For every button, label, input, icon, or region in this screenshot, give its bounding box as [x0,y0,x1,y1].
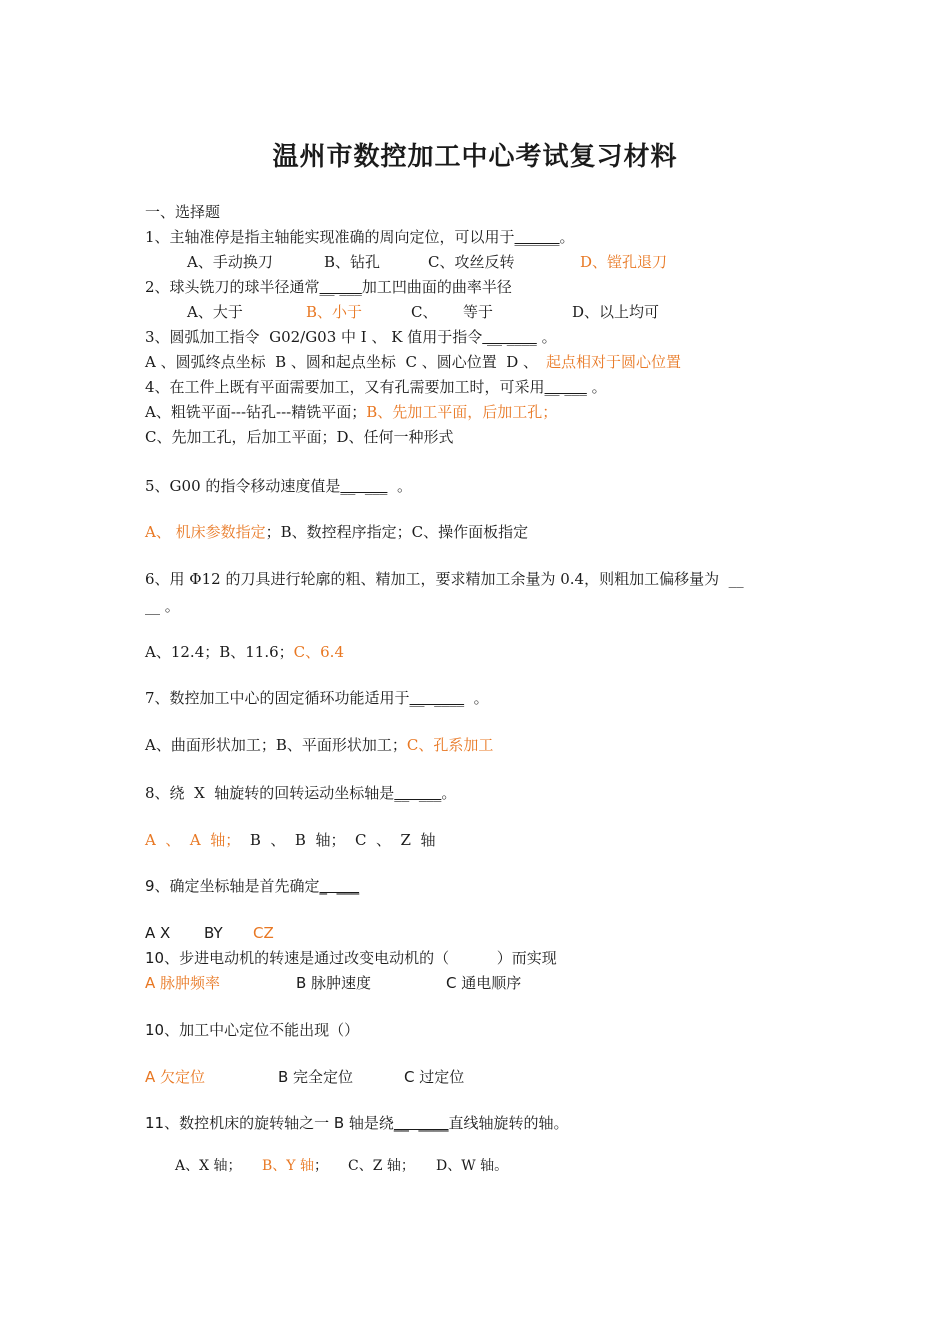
question-6: 6、用 Φ12 的刀具进行轮廓的粗、精加工，要求精加工余量为 0.4，则粗加工偏移量为 __ [145,570,744,588]
question-text: 2、球头铣刀的球半径通常 [145,278,320,296]
q9-option-b: BY [204,924,223,942]
question-end: 。 [586,378,607,396]
answer-blank: __ ____ [482,328,537,346]
q5-answer: A、 机床参数指定 [145,523,266,541]
question-4 [145,377,607,397]
q1-option-b: B、钻孔 [324,253,381,271]
question-text: 8、绕 X 轴旋转的回转运动坐标轴是 [145,784,395,802]
question-end: 。 [441,784,457,802]
question-7 [145,688,489,708]
q10a-answer: A 脉肿频率 [145,974,221,992]
q11-answer-line [262,1156,328,1176]
section-heading: 一、选择题 [145,203,221,221]
answer-blank: __ ____ [409,689,465,707]
q2-answer: B、小于 [306,303,363,321]
options-text: A、12.4；B、11.6； [145,643,294,661]
q2-option-a: A、大于 [187,303,243,321]
q2-option-c-text: 等于 [463,303,494,321]
q4-options-line-2: C、先加工孔，后加工平面；D、任何一种形式 [145,428,454,446]
q8-answer: A 、 A 轴； [145,831,241,849]
q11-answer: B、Y 轴 [262,1158,314,1174]
question-text: 1、主轴准停是指主轴能实现准确的周向定位，可以用于 [145,228,515,246]
answer-blank: __ ___ [340,477,388,495]
q2-option-d: D、以上均可 [572,303,660,321]
q1-option-a: A、手动换刀 [187,253,273,271]
q7-options [145,735,493,755]
question-5 [145,476,412,496]
question-11 [145,1113,568,1133]
question-text: 9、确定坐标轴是首先确定 [145,877,320,895]
q6-options [145,642,344,662]
question-end: 加工凹曲面的曲率半径 [361,278,512,296]
q11-option-a: A、X 轴； [175,1158,242,1174]
q6-answer: C、6.4 [293,643,344,661]
question-10a: 10、步进电动机的转速是通过改变电动机的（ ）而实现 [145,949,557,967]
options-text: ；B、数控程序指定；C、操作面板指定 [265,523,529,541]
question-3 [145,327,557,347]
options-text: A、粗铣平面---钻孔---精铣平面； [145,403,367,421]
question-10b: 10、加工中心定位不能出现（） [145,1021,360,1039]
q11-option-d: D、W 轴。 [436,1158,509,1174]
q1-answer: D、镗孔退刀 [580,253,668,271]
answer-blank: ______ [514,228,560,246]
question-end: 。 [387,477,412,495]
question-end: 。 [536,328,557,346]
q8-options [145,830,436,850]
q9-option-a: A X [145,924,171,942]
question-text: 3、圆弧加工指令 G02/G03 中 I 、 K 值用于指令 [145,328,483,346]
q5-options [145,522,528,542]
document-title: 温州市数控加工中心考试复习材料 [272,142,678,172]
q7-answer: C、孔系加工 [406,736,494,754]
q4-options-line-1 [145,402,557,422]
question-6-line-2: __ 。 [145,597,180,615]
options-text: B 、 B 轴； C 、 Z 轴 [240,831,436,849]
q10b-option-b: B 完全定位 [278,1068,354,1086]
question-9 [145,876,359,896]
options-text: A、曲面形状加工；B、平面形状加工； [145,736,407,754]
q3-options [145,352,681,372]
question-1 [145,227,575,247]
q1-option-c: C、攻丝反转 [428,253,515,271]
q10b-answer: A 欠定位 [145,1068,206,1086]
q11-option-c: C、Z 轴； [348,1158,415,1174]
answer-blank: __ ___ [544,378,587,396]
options-text: A 、圆弧终点坐标 B 、圆和起点坐标 C 、圆心位置 D 、 [145,353,539,371]
q4-answer: B、先加工平面，后加工孔； [366,403,558,421]
answer-blank: __ ____ [393,1114,449,1132]
question-text: 5、G00 的指令移动速度值是 [145,477,341,495]
question-text: 7、数控加工中心的固定循环功能适用于 [145,689,410,707]
q2-option-c: C、 [411,303,438,321]
q10b-option-c: C 过定位 [404,1068,465,1086]
answer-blank: __ ___ [319,278,362,296]
question-end: 直线轴旋转的轴。 [448,1114,569,1132]
question-end: 。 [559,228,575,246]
separator: ； [313,1158,328,1174]
question-2 [145,277,512,297]
q10a-option-c: C 通电顺序 [446,974,522,992]
question-end: 。 [464,689,489,707]
q3-answer: 起点相对于圆心位置 [546,353,682,371]
answer-blank: _ ___ [319,877,360,895]
answer-blank: __ ___ [394,784,442,802]
question-text: 11、数控机床的旋转轴之一 B 轴是绕 [145,1114,394,1132]
question-text: 4、在工件上既有平面需要加工，又有孔需要加工时，可采用 [145,378,545,396]
q10a-option-b: B 脉肿速度 [296,974,372,992]
question-8 [145,783,456,803]
q9-answer: CZ [253,924,274,942]
